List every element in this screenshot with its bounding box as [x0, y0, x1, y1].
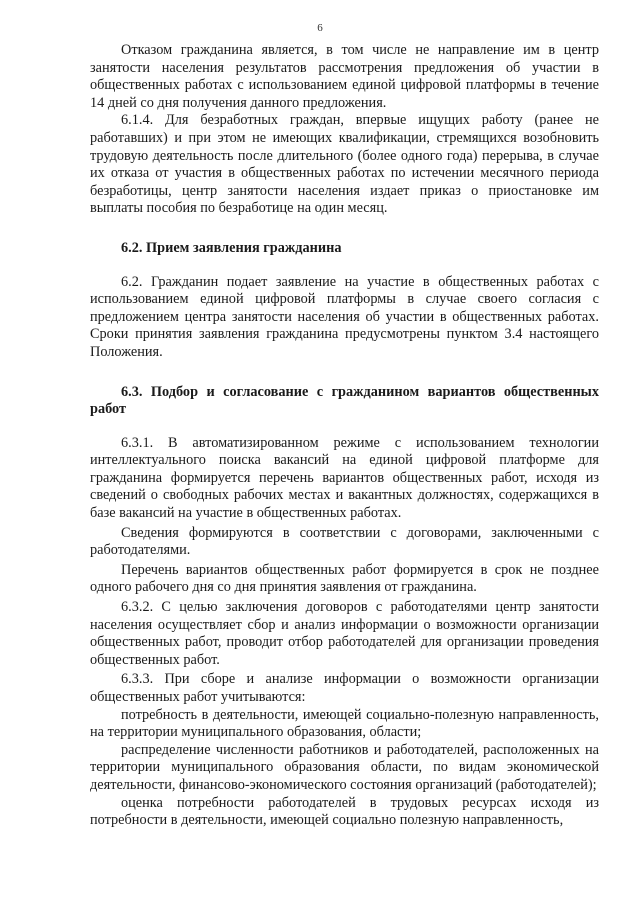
paragraph-6-2: 6.2. Гражданин подает заявление на участие в общественных работах с использованием единой цифровой платформы в случае своего согласия с предложением центра занятости населения об участии в общественных работах. Сроки принятия заявления гражданина предусмотрены пунктом 3.4 настоящего Положения.	[90, 273, 599, 360]
paragraph-refusal-definition: Отказом гражданина является, в том числе не направление им в центр занятости населения результатов рассмотрения предложения об участии в общественных работах с использованием единой цифровой платформы в течение 14 дней со дня получения данного предложения.	[90, 42, 599, 111]
paragraph-6-3-1: 6.3.1. В автоматизированном режиме с использованием технологии интеллектуального поиска вакансий на единой цифровой платформе для гражданина формируется перечень вариантов общественных работ, исходя из сведений о свободных рабочих местах и вакантных должностях, содержащихся в базе вакансий на участие в общественных работах.	[90, 434, 599, 522]
paragraph-6-1-4: 6.1.4. Для безработных граждан, впервые ищущих работу (ранее не работавших) и при этом не имеющих квалификации, стремящихся возобновить трудовую деятельность после длительного (более одного года) перерыва, в случае их отказа от участия в общественных работах по истечении месячного периода безработицы, центр занятости населения издает приказ о приостановке им выплаты пособия по безработице на один месяц.	[90, 112, 599, 217]
paragraph-6-3-3: 6.3.3. При сборе и анализе информации о возможности организации общественных работ учитываются:	[90, 671, 599, 705]
list-item-workforce-distribution: распределение численности работников и работодателей, расположенных на территории муниципального образования области, по видам экономической деятельности, финансово-экономического состояния организаций (работодателей);	[90, 741, 599, 793]
list-item-need-in-activity: потребность в деятельности, имеющей социально-полезную направленность, на территории муниципального образования, области;	[90, 706, 599, 741]
list-item-employer-demand: оценка потребности работодателей в трудовых ресурсах исходя из потребности в деятельности, имеющей социально полезную направленность,	[90, 794, 599, 829]
section-heading-6-2: 6.2. Прием заявления гражданина	[121, 239, 342, 256]
paragraph-list-deadline: Перечень вариантов общественных работ формируется в срок не позднее одного рабочего дня со дня принятия заявления от гражданина.	[90, 561, 599, 596]
paragraph-6-3-2: 6.3.2. С целью заключения договоров с работодателями центр занятости населения осуществляет сбор и анализ информации о возможности организации общественных работ, проводит отбор работодателей для организации проведения общественных работ.	[90, 599, 599, 668]
page-number: 6	[317, 22, 323, 34]
section-heading-6-3: 6.3. Подбор и согласование с гражданином вариантов общественных работ	[90, 383, 599, 418]
paragraph-info-formation: Сведения формируются в соответствии с договорами, заключенными с работодателями.	[90, 524, 599, 559]
document-body	[90, 42, 599, 830]
